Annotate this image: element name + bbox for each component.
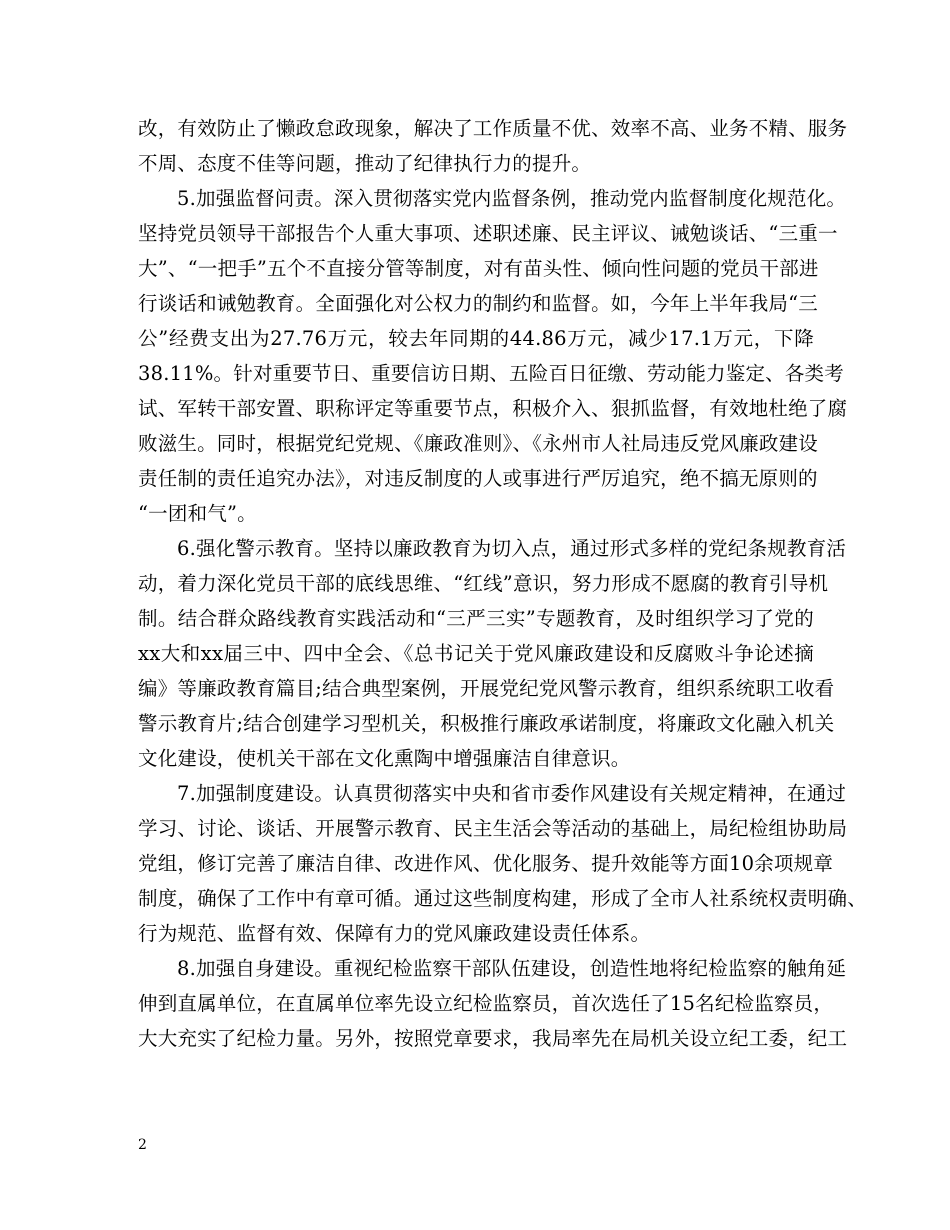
- paragraph-5-line-1: 8.加强自身建设。重视纪检监察干部队伍建设，创造性地将纪检监察的触角延: [177, 957, 847, 980]
- paragraph-1-line-2: 不周、态度不佳等问题，推动了纪律执行力的提升。: [138, 152, 592, 175]
- paragraph-2-line-8: 败滋生。同时，根据党纪党规、《廉政准则》、《永州市人社局违反党风廉政建设: [138, 432, 818, 455]
- paragraph-4-line-3: 党组，修订完善了廉洁自律、改进作风、优化服务、提升效能等方面10余项规章: [138, 852, 834, 875]
- paragraph-2-line-3: 大”、“一把手”五个不直接分管等制度，对有苗头性、倾向性问题的党员干部进: [138, 257, 819, 280]
- paragraph-2-line-9: 责任制的责任追究办法》，对违反制度的人或事进行严厉追究，绝不搞无原则的: [138, 467, 818, 490]
- paragraph-5-line-2: 伸到直属单位，在直属单位率先设立纪检监察员，首次选任了15名纪检监察员，: [138, 992, 834, 1015]
- paragraph-1-line-1: 改，有效防止了懒政怠政现象，解决了工作质量不优、效率不高、业务不精、服务: [138, 117, 848, 140]
- paragraph-3-line-2: 动，着力深化党员干部的底线思维、“红线”意识，努力形成不愿腐的教育引导机: [138, 572, 829, 595]
- paragraph-2-line-1: 5.加强监督问责。深入贯彻落实党内监督条例，推动党内监督制度化规范化。: [177, 187, 847, 210]
- page-number: 2: [138, 1137, 147, 1153]
- paragraph-3-line-1: 6.强化警示教育。坚持以廉政教育为切入点，通过形式多样的党纪条规教育活: [177, 537, 847, 560]
- paragraph-4-line-1: 7.加强制度建设。认真贯彻落实中央和省市委作风建设有关规定精神，在通过: [177, 782, 847, 805]
- paragraph-3-line-3: 制。结合群众路线教育实践活动和“三严三实”专题教育，及时组织学习了党的: [138, 607, 814, 630]
- paragraph-2-line-5: 公”经费支出为27.76万元，较去年同期的44.86万元，减少17.1万元，下降: [138, 327, 814, 350]
- paragraph-2-line-4: 行谈话和诫勉教育。全面强化对公权力的制约和监督。如，今年上半年我局“三: [138, 292, 818, 315]
- paragraph-4-line-4: 制度，确保了工作中有章可循。通过这些制度构建，形成了全市人社系统权责明确、: [138, 887, 867, 910]
- paragraph-3-line-4: xx大和xx届三中、四中全会、《总书记关于党风廉政建设和反腐败斗争论述摘: [138, 642, 814, 665]
- paragraph-2-line-2: 坚持党员领导干部报告个人重大事项、述职述廉、民主评议、诫勉谈话、“三重一: [138, 222, 838, 245]
- paragraph-5-line-3: 大大充实了纪检力量。另外，按照党章要求，我局率先在局机关设立纪工委，纪工: [138, 1027, 848, 1050]
- paragraph-2-line-6: 38.11%。针对重要节日、重要信访日期、五险百日征缴、劳动能力鉴定、各类考: [138, 362, 844, 385]
- paragraph-3-line-5: 编》等廉政教育篇目;结合典型案例，开展党纪党风警示教育，组织系统职工收看: [138, 677, 835, 700]
- paragraph-4-line-5: 行为规范、监督有效、保障有力的党风廉政建设责任体系。: [138, 922, 651, 945]
- paragraph-2-line-10: “一团和气”。: [138, 502, 257, 525]
- paragraph-3-line-7: 文化建设，使机关干部在文化熏陶中增强廉洁自律意识。: [138, 747, 631, 770]
- paragraph-2-line-7: 试、军转干部安置、职称评定等重要节点，积极介入、狠抓监督，有效地杜绝了腐: [138, 397, 848, 420]
- paragraph-4-line-2: 学习、讨论、谈话、开展警示教育、民主生活会等活动的基础上，局纪检组协助局: [138, 817, 848, 840]
- paragraph-3-line-6: 警示教育片;结合创建学习型机关，积极推行廉政承诺制度，将廉政文化融入机关: [138, 712, 835, 735]
